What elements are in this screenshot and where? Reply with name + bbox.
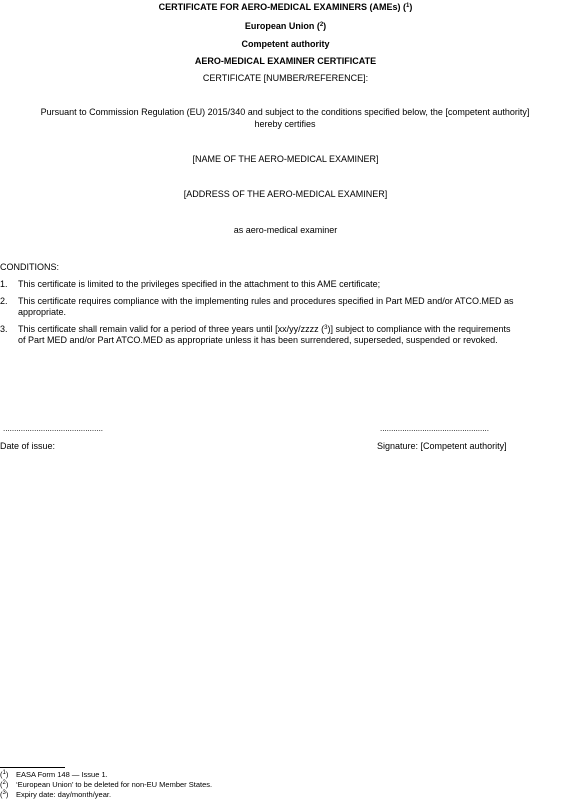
condition-text — [18, 324, 570, 346]
footnote-text: Expiry date: day/month/year. — [16, 790, 112, 799]
examiner-role: as aero-medical examiner — [233, 225, 338, 235]
footnote-number-value: 1 — [2, 770, 6, 776]
certificate-heading: AERO-MEDICAL EXAMINER CERTIFICATE — [194, 56, 377, 66]
authority-signature-line: ................................................. — [380, 424, 489, 433]
condition-text-line-2: of Part MED and/or Part ATCO.MED as appropriate unless it has been surrendered, superseded, suspended or revoked. — [18, 334, 498, 345]
condition-number: 2. — [0, 296, 8, 306]
footnote-ref-3: 3 — [324, 325, 328, 331]
footnote-number-value: 3 — [2, 790, 6, 796]
preamble-line-1: Pursuant to Commission Regulation (EU) 2015/340 and subject to the conditions specified below, the [competent authority] — [40, 107, 530, 117]
footnote-number: ($^2$) — [0, 780, 9, 789]
condition-text-line-1a: This certificate shall remain valid for a period of three years until [xx/yy/zzzz ( — [18, 324, 325, 334]
footnote-ref-2: 2 — [319, 22, 324, 28]
footnote-ref-1: 1 — [406, 3, 410, 9]
preamble-line-2: hereby certifies — [254, 119, 316, 129]
examiner-address-placeholder: [ADDRESS OF THE AERO-MEDICAL EXAMINER] — [183, 189, 388, 199]
examiner-name-placeholder: [NAME OF THE AERO-MEDICAL EXAMINER] — [192, 154, 379, 164]
conditions-heading: CONDITIONS: — [0, 262, 60, 272]
footnote-text: EASA Form 148 — Issue 1. — [16, 770, 108, 779]
date-of-issue-label: Date of issue: — [0, 441, 56, 451]
certificate-title-text: CERTIFICATE FOR AERO-MEDICAL EXAMINERS (AMEs) — [158, 2, 401, 12]
certificate-number: CERTIFICATE [NUMBER/REFERENCE]: — [202, 73, 369, 83]
condition-number: 1. — [0, 279, 8, 289]
condition-text-line-1b: )] subject to compliance with the requirements — [327, 324, 511, 334]
footnote-text: ‘European Union’ to be deleted for non-EU Member States. — [16, 780, 213, 789]
footnote-number: ($^1$) — [0, 770, 9, 779]
condition-text-line-2: appropriate. — [18, 306, 67, 317]
condition-text-line-1: This certificate requires compliance with the implementing rules and procedures specified in Part MED and/or ATCO.MED as — [18, 296, 514, 306]
issuer-text: European Union — [244, 21, 315, 31]
footnote-number: ($^3$) — [0, 790, 9, 799]
condition-text — [18, 296, 570, 318]
date-signature-line: ............................................. — [3, 424, 104, 433]
certificate-title: CERTIFICATE FOR AERO-MEDICAL EXAMINERS (AMEs) ($^1$) — [158, 2, 413, 12]
competent-authority-line: Competent authority — [241, 39, 330, 49]
footnote-separator — [0, 767, 65, 768]
issuer-line: European Union ($^2$) — [244, 21, 327, 31]
footnote-number-value: 2 — [2, 780, 6, 786]
condition-text: This certificate is limited to the privileges specified in the attachment to this AME certificate; — [18, 279, 381, 289]
condition-number: 3. — [0, 324, 8, 334]
signature-label: Signature: [Competent authority] — [377, 441, 507, 451]
